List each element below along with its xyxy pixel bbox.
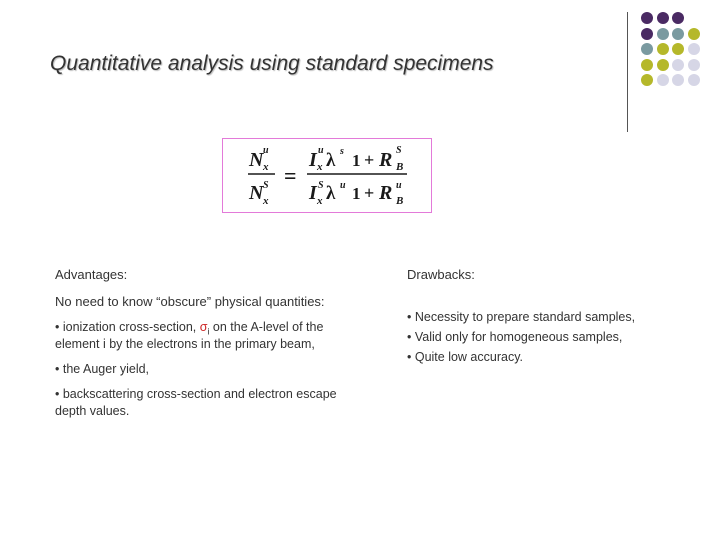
formula-num-lambda-sup: s	[340, 146, 344, 157]
formula-num-lambda: λ	[326, 150, 336, 171]
formula-num-I-sup: u	[318, 145, 324, 156]
drawbacks-item: • Necessity to prepare standard samples,	[407, 310, 636, 324]
advantages-heading: Advantages:	[55, 267, 128, 282]
formula-num-one: 1	[352, 151, 361, 170]
decorative-dot	[657, 28, 669, 40]
decorative-dot	[688, 28, 700, 40]
formula-num-R: R	[379, 149, 393, 171]
formula-graphic	[223, 139, 433, 214]
vertical-divider-line	[627, 12, 628, 132]
sigma-subscript: i	[207, 326, 210, 337]
decorative-dot	[641, 43, 653, 55]
page-title: Quantitative analysis using standard specimens	[50, 52, 494, 75]
formula-den-I-sup: S	[318, 180, 324, 191]
decorative-dot	[657, 59, 669, 71]
decorative-dot	[657, 74, 669, 86]
formula-den-R: R	[379, 182, 393, 204]
formula-num-I-sub: x	[317, 161, 323, 173]
sigma-symbol: σ	[199, 320, 208, 334]
formula-num-I: I	[309, 149, 317, 171]
decorative-dot-grid	[641, 11, 720, 121]
formula-den-I: I	[309, 182, 317, 204]
decorative-dot	[672, 12, 684, 24]
decorative-dot	[641, 74, 653, 86]
formula-box	[222, 138, 432, 213]
formula-left-den-N: N	[249, 182, 264, 204]
formula-equals: =	[284, 163, 297, 188]
decorative-dot	[641, 12, 653, 24]
formula-num-plus: +	[364, 150, 375, 170]
decorative-dot	[688, 59, 700, 71]
decorative-dot	[672, 59, 684, 71]
advantages-item-ionization-prefix: • ionization cross-section,	[55, 320, 200, 334]
formula-den-one: 1	[352, 184, 361, 203]
formula-den-plus: +	[364, 183, 375, 203]
advantages-item-auger: • the Auger yield,	[55, 362, 150, 376]
advantages-item-backscattering: • backscattering cross-section and electron escape	[55, 387, 337, 401]
decorative-dot	[672, 28, 684, 40]
formula-den-lambda: λ	[326, 183, 336, 204]
decorative-dot	[688, 74, 700, 86]
formula-left-den-sub: x	[263, 195, 269, 207]
decorative-dot	[672, 74, 684, 86]
formula-left-num-N: N	[249, 149, 264, 171]
advantages-item-ionization-suffix: on the A-level of the	[209, 320, 324, 334]
formula-den-lambda-sup: u	[340, 180, 346, 191]
advantages-item-backscattering-line2: depth values.	[55, 404, 130, 418]
decorative-dot	[657, 12, 669, 24]
formula-den-I-sub: x	[317, 195, 323, 207]
decorative-dot	[672, 43, 684, 55]
advantages-item-ionization-line2: element i by the electrons in the primary beam,	[55, 337, 315, 351]
advantages-intro: No need to know “obscure” physical quantities:	[55, 294, 325, 309]
formula-den-R-sub: B	[396, 195, 404, 207]
formula-left-den-sup: S	[263, 180, 269, 191]
decorative-dot	[641, 59, 653, 71]
advantages-item-ionization	[55, 320, 323, 337]
formula-num-R-sub: B	[396, 161, 404, 173]
formula-den-R-sup: u	[396, 180, 402, 191]
decorative-dot	[688, 43, 700, 55]
formula-num-R-sup: S	[396, 145, 402, 156]
formula-left-num-sup: u	[263, 145, 269, 156]
drawbacks-heading: Drawbacks:	[407, 267, 475, 282]
drawbacks-item: • Valid only for homogeneous samples,	[407, 330, 623, 344]
decorative-dot	[657, 43, 669, 55]
formula-left-num-sub: x	[263, 161, 269, 173]
decorative-dot	[641, 28, 653, 40]
drawbacks-item: • Quite low accuracy.	[407, 350, 523, 364]
